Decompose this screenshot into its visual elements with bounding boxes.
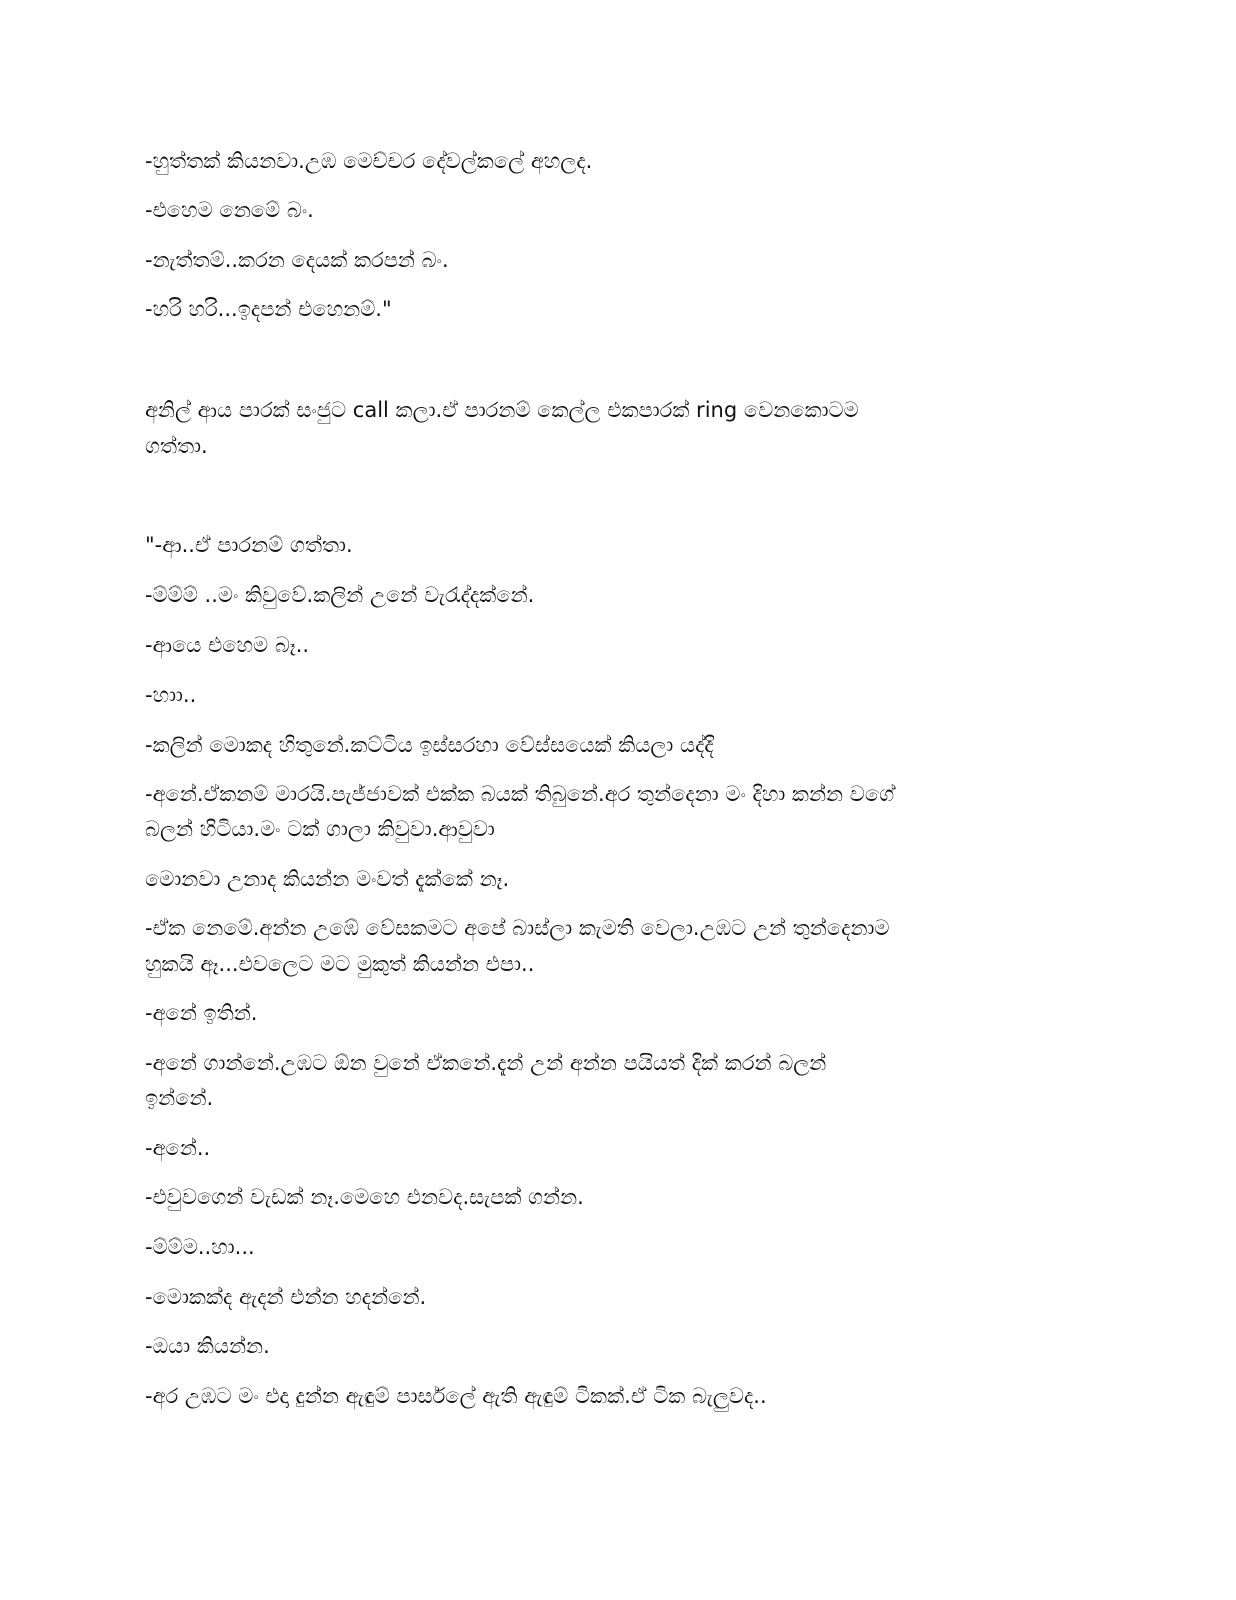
text-line: -ම්ම්ම් ..මං කිවුවේ.කලින් උනේ වැරැද්දක්නේ. [145,583,535,607]
text-line: ගත්තා. [145,434,208,458]
text-line: හුකයි ඈ...එවලෙට මට මුකුත් කියන්න එපා.. [145,952,535,976]
text-line: -ම්ම්ම..හා... [145,1235,255,1259]
text-line: -හරි හරි...ඉදපන් එහෙනම්." [145,297,392,321]
text-line: -හාා.. [145,683,197,707]
text-line: -අනේ ගාන්නේ.උඹට ඕන වුනේ ඒකනේ.දැන් උන් අන්න පයියත් දික් කරන් බලන් [145,1051,827,1075]
text-line: "-ආ..ඒ පාරනම් ගත්තා. [145,533,353,557]
text-line: -ආයෙ එහෙම බෑ.. [145,633,310,657]
text-line: -අනේ.. [145,1136,211,1160]
text-line: ඉන්නේ. [145,1086,214,1110]
text-line: බලන් හිටියා.මං ටක් ගාලා කිවුවා.ආවුවා [145,817,495,841]
text-line: -එවුවගෙන් වැඩක් නෑ.මෙහෙ එනවද.සැපක් ගන්න. [145,1185,584,1209]
text-line: -කලින් මොකද හිතුනේ.කට්ටිය ඉස්සරහා වේස්සයෙක් කියලා යද්දි [145,733,714,757]
text-line: -අනේ.ඒකනම් මාරයි.පැජ්ජාවක් එක්ක බයක් තිබුනේ.අර තුන්දෙනා මං දිහා කන්න වගේ [145,782,895,806]
text-line: -ඔයා කියන්න. [145,1334,270,1358]
text-line: -අර උඹට මං එදා දුන්න ඇඳුම් පාර්සලේ ඇති ඇඳුම් ටිකක්.ඒ ටික බැලුවද.. [145,1384,767,1408]
text-line: -ඒක නෙමේ.අන්න උඹේ වේසකමට අපේ බාස්ලා කැමති වෙලා.උඹට උන් තුන්දෙනාම [145,916,890,940]
text-line: -හුත්තක් කියනවා.උඹ මෙච්චර දේවල්කලේ අහලද. [145,149,593,173]
text-line: -නැත්තම්..කරන දෙයක් කරපන් බං. [145,248,449,272]
text-line: -මොකක්ද ඇදන් එන්න හදන්නේ. [145,1285,427,1309]
text-line: -අනේ ඉතින්. [145,1001,258,1025]
text-line: මොනවා උනාද කියන්න මංවත් දැක්කේ නෑ. [145,867,510,891]
text-line: -එහෙම නෙමේ බං. [145,198,314,222]
text-line: අනිල් ආය පාරක් සංජුට call කලා.ඒ පාරනම් කෙල්ල එකපාරක් ring වෙනකොටම [145,398,859,422]
